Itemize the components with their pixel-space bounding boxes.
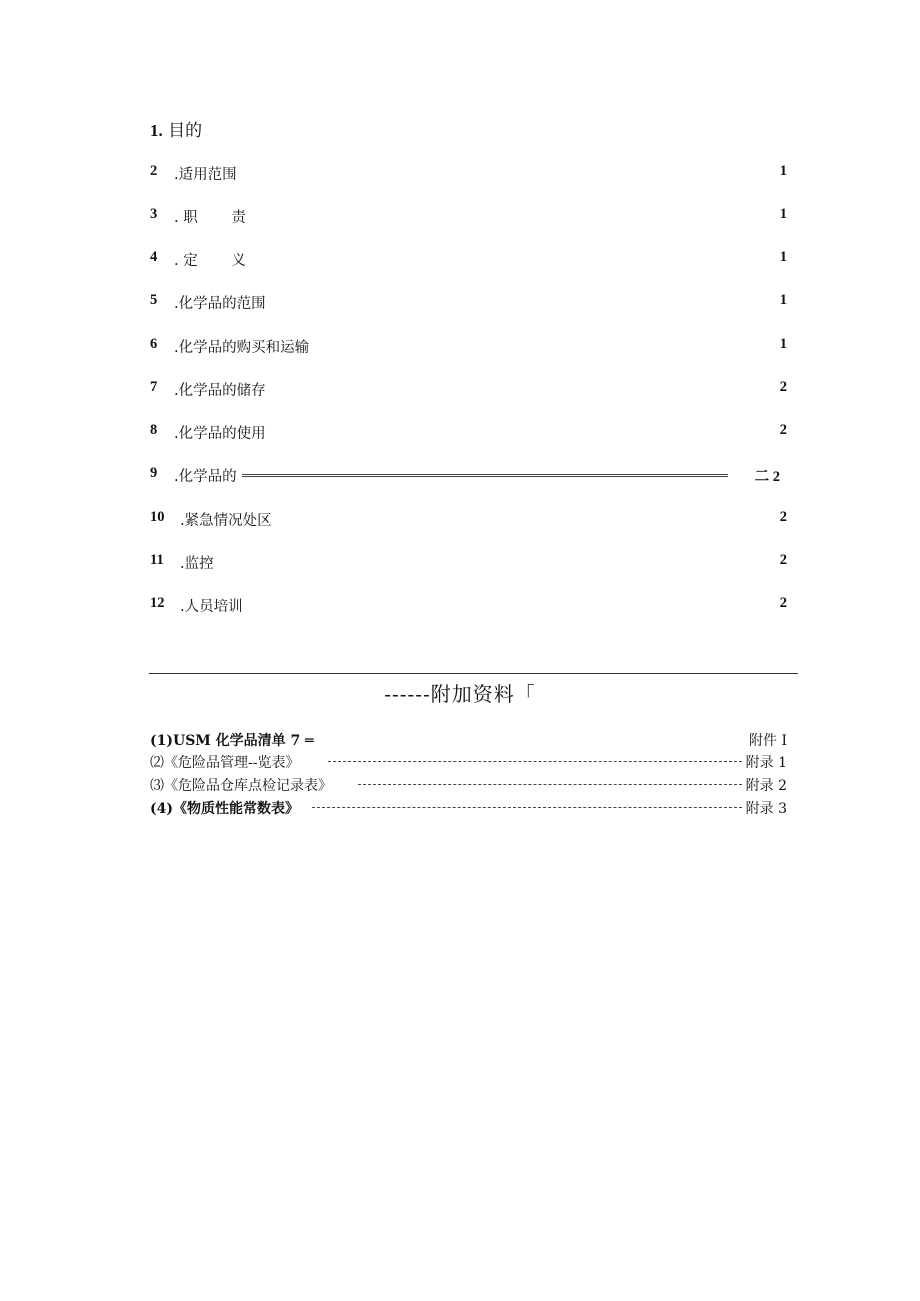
toc-item[interactable] [150, 292, 787, 312]
toc-item[interactable] [150, 422, 787, 442]
toc-item-page: 1 [779, 206, 787, 222]
toc-item[interactable] [150, 379, 787, 399]
toc-item[interactable] [150, 336, 787, 356]
toc-item-number: 2 [150, 163, 158, 179]
toc-item-page: 2 [779, 552, 787, 568]
toc-item-number: 5 [150, 292, 158, 308]
appendix-leader-line [328, 761, 742, 762]
toc-item-page: 1 [779, 336, 787, 352]
toc-item[interactable] [150, 249, 787, 269]
toc-item-page: 二 2 [754, 469, 780, 485]
toc-title-number: 1. [150, 121, 163, 140]
appendix-item[interactable] [150, 775, 787, 795]
toc-item-page: 2 [779, 379, 787, 395]
toc-item-number: 11 [150, 552, 164, 568]
toc-item-label: .化学品的购买和运输 [174, 340, 310, 356]
toc-item[interactable] [150, 595, 787, 615]
toc-item-number: 6 [150, 336, 158, 352]
toc-item-label: .化学品的范围 [174, 296, 266, 312]
toc-item-label: .监控 [180, 556, 214, 572]
appendix-item-label: (1)USM 化学品清单 7 ═ [150, 733, 314, 749]
toc-item-label: .适用范围 [174, 167, 237, 183]
appendix-item-page: 附件 I [749, 733, 787, 749]
toc-item-label: .化学品的使用 [174, 426, 266, 442]
toc-item-number: 9 [150, 465, 158, 481]
toc-item-label: . 职 责 [174, 210, 246, 226]
appendix-item[interactable] [150, 752, 787, 772]
toc-item-page: 2 [779, 595, 787, 611]
toc-item[interactable] [150, 206, 787, 226]
appendix-leader-line [312, 807, 742, 808]
toc-item-label: .紧急情况处区 [180, 513, 272, 529]
toc-item-number: 4 [150, 249, 158, 265]
toc-item-number: 8 [150, 422, 158, 438]
toc-item-page: 1 [779, 292, 787, 308]
appendix-item[interactable] [150, 730, 787, 750]
toc-item-page: 1 [779, 249, 787, 265]
appendix-item-label: (4)《物质性能常数表》 [150, 801, 299, 817]
toc-item[interactable] [150, 163, 787, 183]
toc-title-text: 目的 [168, 121, 203, 141]
section-divider [149, 673, 798, 674]
appendix-item-page: 附录 3 [745, 801, 787, 817]
appendix-title: ------附加资料「 [384, 682, 536, 706]
toc-item-number: 7 [150, 379, 158, 395]
toc-item-page: 2 [779, 422, 787, 438]
appendix-item-page: 附录 2 [745, 778, 787, 794]
appendix-leader-line [358, 784, 742, 785]
toc-title [150, 116, 202, 141]
appendix-item-page: 附录 1 [745, 755, 787, 771]
toc-item-label: .化学品的 [174, 469, 237, 485]
toc-item-label: . 定 义 [174, 253, 246, 269]
appendix-item-label: ⑵《危险品管理--览表》 [150, 755, 300, 771]
toc-item-label: .人员培训 [180, 599, 243, 615]
toc-item-page: 2 [779, 509, 787, 525]
toc-item[interactable] [150, 552, 787, 572]
toc-item-page: 1 [779, 163, 787, 179]
toc-item-number: 12 [150, 595, 165, 611]
toc-item-number: 10 [150, 509, 165, 525]
toc-item-label: .化学品的储存 [174, 383, 266, 399]
toc-leader-line [242, 474, 728, 477]
toc-item[interactable] [150, 509, 787, 529]
appendix-item[interactable] [150, 798, 787, 818]
toc-item[interactable] [150, 465, 787, 485]
appendix-item-label: ⑶《危险品仓库点检记录表》 [150, 778, 332, 794]
toc-item-number: 3 [150, 206, 158, 222]
